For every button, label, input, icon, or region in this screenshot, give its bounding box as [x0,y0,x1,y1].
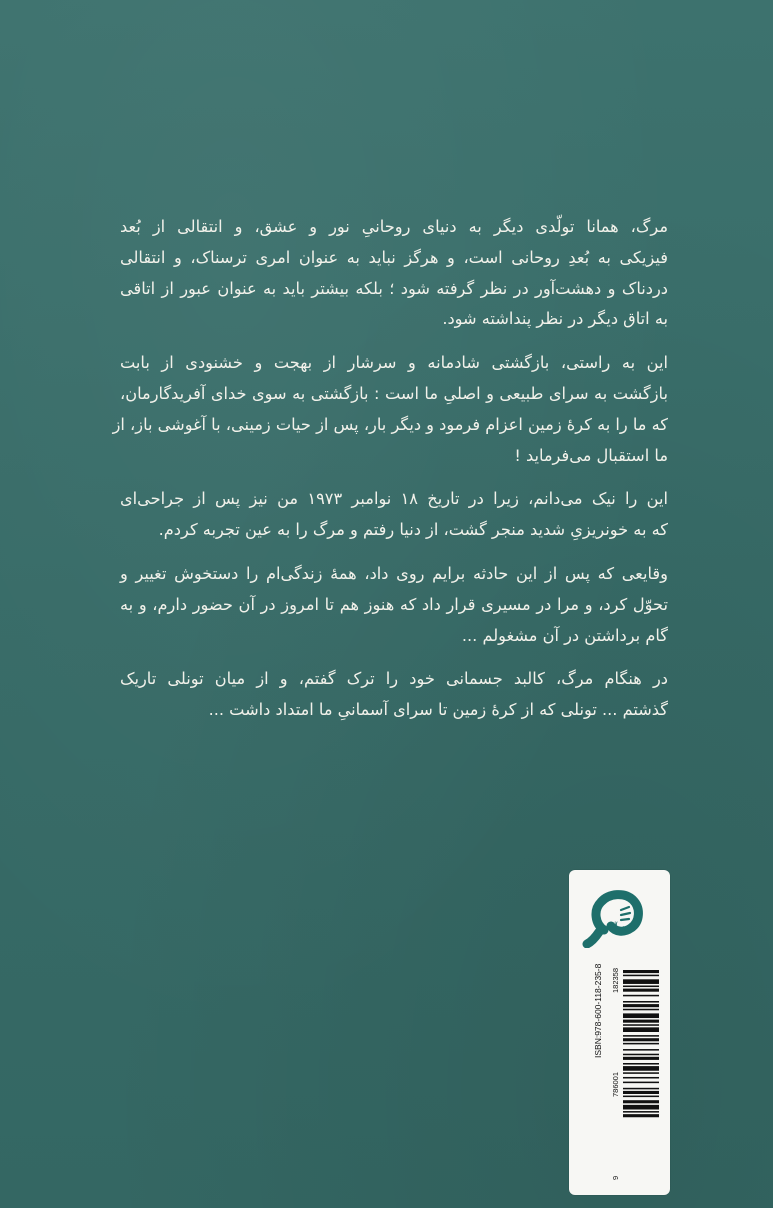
barcode-digit-middle: 786001 [611,1071,620,1097]
blurb-text [112,212,668,739]
paragraph-1 [120,212,668,335]
paragraph-5 [120,664,668,726]
text-line: این به راستی، بازگشتی شادمانه و سرشار از بهجت و خشنودی از بابت [120,353,668,373]
barcode-digit-left: 9 [611,1175,620,1180]
text-line: به اتاق دیگر در نظر پنداشته شود. [442,309,668,329]
text-line: تحوّل کرد، و مرا در مسیری قرار داد که هنوز هم تا امروز در آن حضور دارم، و به [120,594,668,614]
text-line: گام برداشتن در آن مشغولم ... [461,625,668,645]
text-line: وقایعی که پس از این حادثه برایم روی داد، همهٔ زندگی‌ام را دستخوش تغییر و [120,563,668,583]
publisher-name: ذهن آویز [601,922,638,931]
publisher-logo-icon [569,880,670,948]
text-line: مرگ، همانا تولّدی دیگر به دنیای روحانیِ نور و عشق، و انتقالی از بُعد [120,217,668,236]
paragraph-3 [120,484,668,546]
text-line: ما استقبال می‌فرماید ! [514,445,668,465]
paragraph-2 [112,348,668,471]
text-line: گذشتم ... تونلی که از کرهٔ زمین تا سرای آسمانیِ ما امتداد داشت ... [208,700,668,720]
barcode-digit-right: 182358 [611,968,620,994]
text-line: که به خونریزیِ شدید منجر گشت، از دنیا رفتم و مرگ را به عین تجربه کردم. [158,520,668,540]
text-line: دردناک و دهشت‌آور در نظر گرفته شود ؛ بلکه بیشتر باید به عنوان عبور از اتاقی [120,278,668,298]
text-line: در هنگام مرگ، کالبد جسمانی خود را ترک گفتم، و از میان تونلی تاریک [120,669,668,689]
isbn-label: ISBN:978-600-118-235-8 [593,964,603,1059]
paragraph-4 [120,559,668,651]
publisher-plate [569,870,670,1195]
text-line: این را نیک می‌دانم، زیرا در تاریخ ۱۸ نوامبر ۱۹۷۳ من نیز پس از جراحی‌ای [120,489,668,509]
text-line: بازگشت به سرای طبیعی و اصلیِ ما است : بازگشتی به سوی خدای آفریدگارمان، [120,383,668,403]
barcode [577,960,663,1188]
text-line: که ما را به کرهٔ زمین اعزام فرمود و دیگر بار، پس از حیات زمینی، با آغوشی باز، از [112,414,668,434]
barcode-digits [611,968,623,1180]
text-line: فیزیکی به بُعدِ روحانی است، و هرگز نباید به عنوان امری ترسناک، و انتقالی [120,247,668,267]
